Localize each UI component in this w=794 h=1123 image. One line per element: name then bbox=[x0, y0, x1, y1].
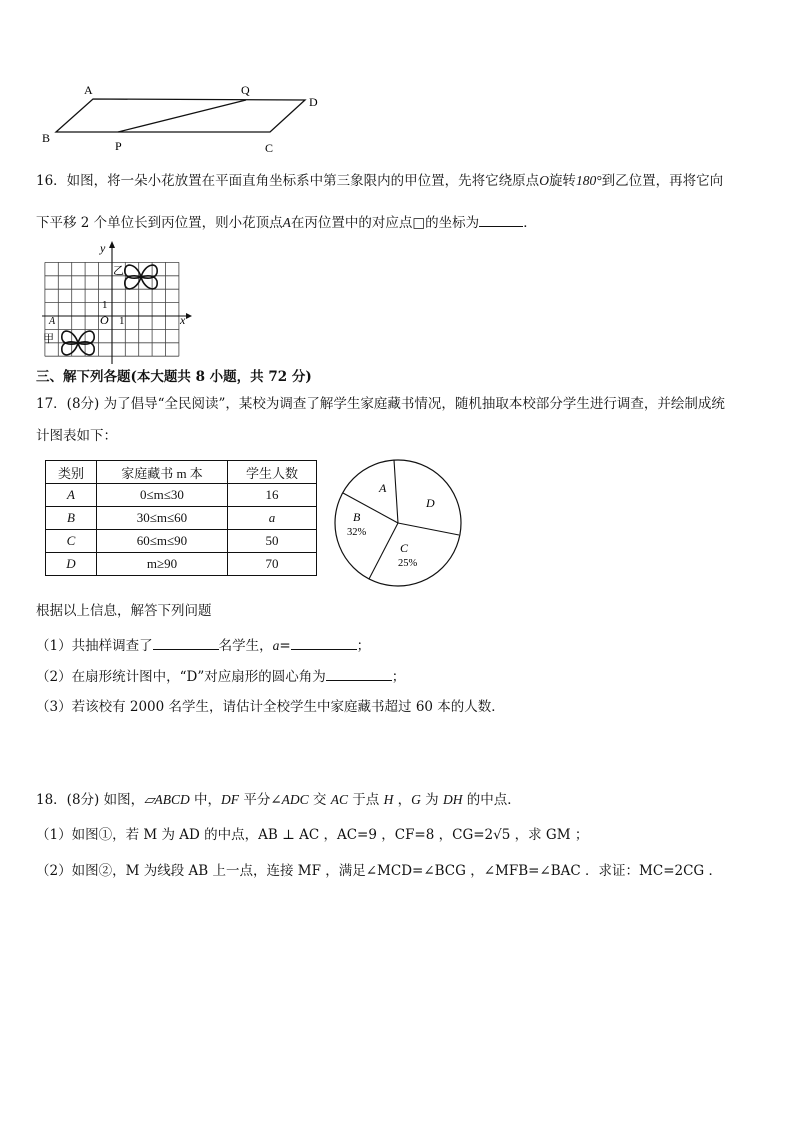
q16-degrees: 180° bbox=[575, 173, 602, 188]
q18-df: DF bbox=[221, 792, 240, 807]
table-cell: 0≤m≤30 bbox=[97, 484, 228, 507]
segment-pq bbox=[118, 100, 246, 132]
q17-p1-text-b: 名学生， bbox=[218, 638, 273, 654]
unit-x-label: 1 bbox=[119, 315, 125, 327]
pie-divider bbox=[369, 523, 398, 579]
point-a-label: A bbox=[49, 316, 56, 327]
q17-p1-blank-2 bbox=[291, 636, 357, 650]
q18-parallelogram: ▱ABCD bbox=[144, 792, 190, 807]
table-row bbox=[46, 530, 317, 553]
q17-p1-blank-1 bbox=[153, 636, 219, 650]
q17-part-2 bbox=[36, 667, 405, 686]
y-axis-label: y bbox=[100, 241, 106, 255]
q18-text-end: 的中点． bbox=[462, 792, 521, 808]
q16-rotate: 旋转 bbox=[548, 173, 576, 189]
q18-adc: ADC bbox=[281, 792, 309, 807]
q17-p1-var: a bbox=[272, 638, 280, 653]
coordinate-grid-figure bbox=[40, 240, 200, 366]
label-d: D bbox=[309, 95, 318, 109]
q16-text-1-end: 到乙位置，再将它向 bbox=[601, 173, 724, 189]
label-b: B bbox=[42, 131, 51, 145]
table-row bbox=[46, 553, 317, 576]
table-row bbox=[46, 507, 317, 530]
table-header: 家庭藏书 m 本 bbox=[97, 461, 228, 484]
q17-part-3: （3）若该校有 2000 名学生，请估计全校学生中家庭藏书超过 60 本的人数． bbox=[36, 699, 505, 715]
q16-text-2a: 下平移 2 个单位长到丙位置，则小花顶点 bbox=[36, 215, 283, 231]
table-cell: 70 bbox=[228, 553, 317, 576]
var-o: O bbox=[539, 173, 549, 188]
q17-p1-end: ； bbox=[356, 638, 371, 654]
table-header-row bbox=[46, 461, 317, 484]
q17-p1-text: （1）共抽样调查了 bbox=[36, 638, 153, 654]
q16-answer-blank bbox=[479, 213, 523, 227]
q18-h: H bbox=[383, 792, 394, 807]
table-cell: 60≤m≤90 bbox=[97, 530, 228, 553]
pie-chart bbox=[328, 453, 468, 593]
q18-text-c: 平分∠ bbox=[239, 792, 282, 808]
var-a: A bbox=[282, 215, 291, 230]
q17-p2-blank bbox=[326, 667, 392, 681]
pie-label-b: B bbox=[353, 510, 361, 524]
q17-p2-text: （2）在扇形统计图中，“D”对应扇形的圆心角为 bbox=[36, 669, 326, 685]
table-cell: A bbox=[46, 484, 97, 507]
yi-label: 乙 bbox=[113, 265, 124, 277]
unit-y-label: 1 bbox=[102, 299, 108, 311]
parallelogram-figure bbox=[38, 72, 338, 158]
y-axis-arrow bbox=[109, 241, 115, 248]
x-axis-label: x bbox=[180, 313, 186, 327]
q16-text-2b: 在丙位置中的对应点□的坐标为 bbox=[290, 215, 480, 231]
q17-intro: 根据以上信息，解答下列问题 bbox=[36, 603, 212, 619]
label-c: C bbox=[265, 141, 274, 155]
q16-line-1 bbox=[36, 172, 723, 190]
q16-text-1: 16．如图，将一朵小花放置在平面直角坐标系中第三象限内的甲位置，先将它绕原点 bbox=[36, 173, 540, 189]
q18-g: G bbox=[411, 792, 421, 807]
table-header: 学生人数 bbox=[228, 461, 317, 484]
q18-dh: DH bbox=[442, 792, 463, 807]
flower-jia-icon bbox=[62, 331, 94, 355]
q18-text-a: 18．(8分) 如图， bbox=[36, 792, 145, 808]
table-cell: B bbox=[46, 507, 97, 530]
section-3-heading: 三、解下列各题(本大题共 8 小题，共 72 分) bbox=[36, 369, 312, 385]
q18-text-d: 交 bbox=[308, 792, 331, 808]
label-a: A bbox=[84, 83, 93, 97]
table-cell: m≥90 bbox=[97, 553, 228, 576]
q17-line-1: 17．(8分) 为了倡导“全民阅读”，某校为调查了解学生家庭藏书情况，随机抽取本校部分学生进行调查，并绘制成统 bbox=[36, 396, 725, 412]
table-cell: 50 bbox=[228, 530, 317, 553]
q16-line-2 bbox=[36, 213, 537, 232]
pie-pct-c: 25% bbox=[398, 558, 418, 569]
table-row bbox=[46, 484, 317, 507]
q18-ac: AC bbox=[330, 792, 348, 807]
q18-part-2: （2）如图②，M 为线段 AB 上一点，连接 MF ，满足∠MCD=∠BCG ，∠MFB=∠BAC ．求证：MC=2CG ． bbox=[36, 863, 723, 879]
q18-text-b: 中， bbox=[189, 792, 222, 808]
q18-line-1 bbox=[36, 791, 521, 809]
table-cell: D bbox=[46, 553, 97, 576]
pie-label-a: A bbox=[379, 481, 387, 495]
table-cell: 16 bbox=[228, 484, 317, 507]
table-header: 类别 bbox=[46, 461, 97, 484]
q17-p1-eq: = bbox=[279, 638, 291, 654]
pie-divider bbox=[394, 460, 398, 523]
pie-pct-b: 32% bbox=[347, 527, 367, 538]
q17-part-1 bbox=[36, 636, 370, 655]
q18-text-f: ， bbox=[393, 792, 412, 808]
pie-divider bbox=[343, 493, 398, 523]
pie-divider bbox=[398, 523, 459, 535]
x-axis-arrow bbox=[186, 313, 192, 319]
parallelogram-abcd bbox=[56, 99, 305, 132]
q17-p2-end: ； bbox=[391, 669, 406, 685]
q18-text-e: 于点 bbox=[348, 792, 384, 808]
q16-text-2-end: ． bbox=[523, 215, 537, 231]
q17-line-2: 计图表如下： bbox=[36, 428, 117, 444]
pie-label-c: C bbox=[400, 541, 409, 555]
origin-label: O bbox=[100, 313, 109, 327]
label-p: P bbox=[115, 139, 122, 153]
pie-label-d: D bbox=[426, 496, 435, 510]
table-cell: 30≤m≤60 bbox=[97, 507, 228, 530]
jia-label: 甲 bbox=[43, 333, 54, 345]
table-cell: C bbox=[46, 530, 97, 553]
label-q: Q bbox=[241, 83, 250, 97]
q18-part-1: （1）如图①，若 M 为 AD 的中点，AB ⊥ AC ，AC=9 ，CF=8 ，CG=2√5 ，求 GM ； bbox=[36, 827, 589, 843]
q18-text-g: 为 bbox=[420, 792, 443, 808]
bookshelf-table bbox=[45, 460, 317, 576]
table-cell: a bbox=[228, 507, 317, 530]
